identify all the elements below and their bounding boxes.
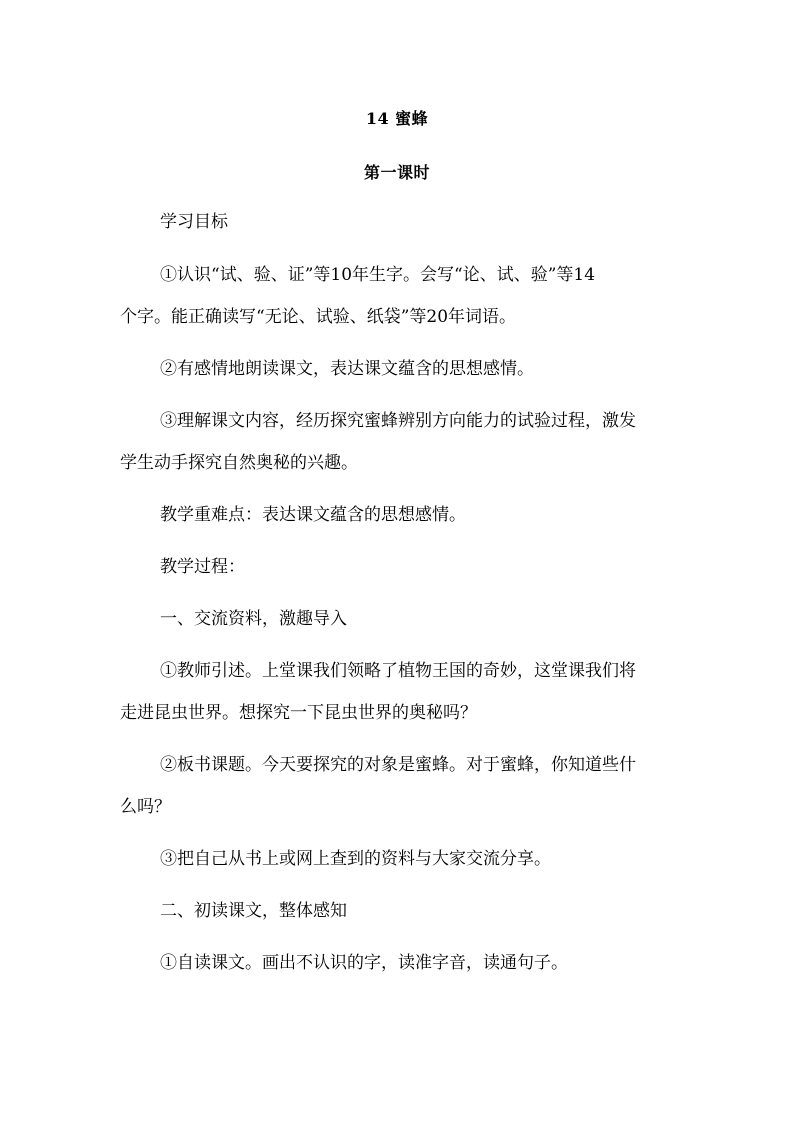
- paragraph-line: 么吗？: [120, 797, 171, 817]
- paragraph-line: ①自读课文。画出不认识的字，读准字音，读通句子。: [160, 953, 568, 973]
- section-heading-objectives: 学习目标: [160, 212, 228, 232]
- section-heading-step-two: 二、初读课文，整体感知: [160, 901, 347, 921]
- section-heading-process: 教学过程：: [160, 557, 245, 577]
- paragraph-line: 学生动手探究自然奥秘的兴趣。: [120, 453, 358, 473]
- paragraph-line: ②有感情地朗读课文，表达课文蕴含的思想感情。: [160, 359, 534, 379]
- paragraph-line: 走进昆虫世界。想探究一下昆虫世界的奥秘吗？: [120, 703, 477, 723]
- paragraph-line: ③理解课文内容，经历探究蜜蜂辨别方向能力的试验过程，激发: [160, 411, 636, 431]
- paragraph-line: 个字。能正确读写“无论、试验、纸袋”等20年词语。: [120, 307, 517, 327]
- paragraph-line: 教学重难点：表达课文蕴含的思想感情。: [160, 505, 466, 525]
- lesson-title: 14 蜜蜂: [365, 109, 429, 128]
- lesson-subtitle: 第一课时: [363, 163, 430, 182]
- paragraph-line: ①教师引述。上堂课我们领略了植物王国的奇妙，这堂课我们将: [160, 661, 636, 681]
- paragraph-line: ③把自己从书上或网上查到的资料与大家交流分享。: [160, 849, 551, 869]
- paragraph-line: ②板书课题。今天要探究的对象是蜜蜂。对于蜜蜂，你知道些什: [160, 755, 636, 775]
- paragraph-line: ①认识“试、验、证”等10年生字。会写“论、试、验”等14: [160, 265, 596, 285]
- section-heading-step-one: 一、交流资料，激趣导入: [160, 609, 347, 629]
